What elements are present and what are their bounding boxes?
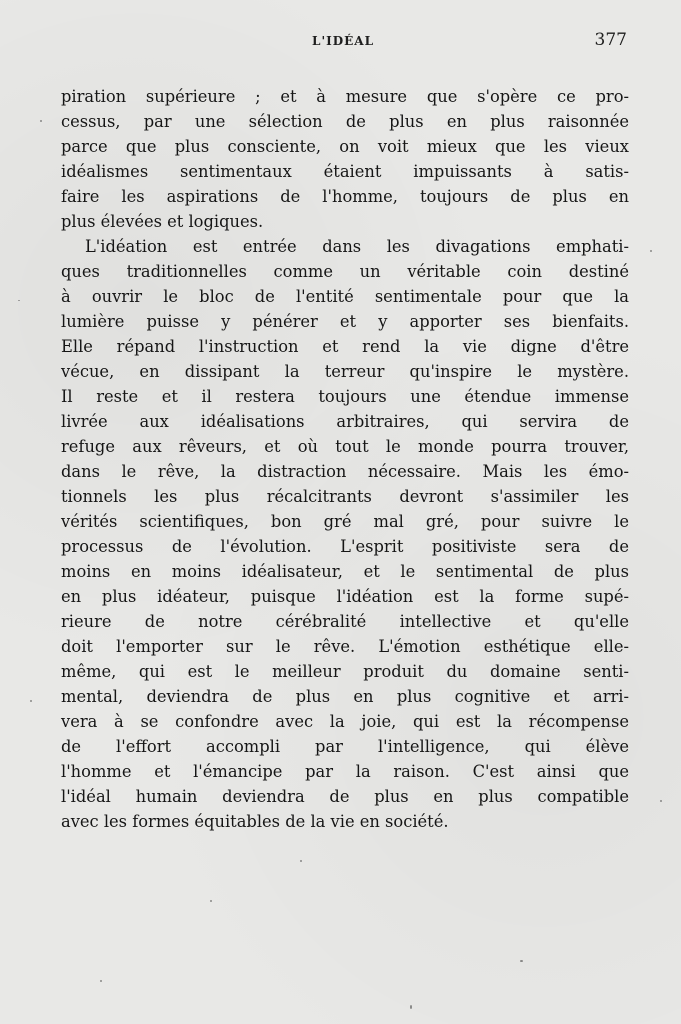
paper-speck: [520, 960, 523, 962]
paper-speck: [30, 700, 32, 702]
paper-speck: [300, 860, 302, 862]
text-line: lumière puisse y pénérer et y apporter ses bienfaits.: [61, 312, 629, 331]
running-head: L'IDÉAL: [312, 34, 375, 48]
text-line: moins en moins idéalisateur, et le sentimental de plus: [61, 562, 629, 581]
text-line: de l'effort accompli par l'intelligence, qui élève: [61, 737, 629, 756]
text-line: Il reste et il restera toujours une étendue immense: [61, 387, 629, 406]
text-line: même, qui est le meilleur produit du domaine senti-: [61, 662, 629, 681]
text-line: dans le rêve, la distraction nécessaire. Mais les émo-: [61, 462, 629, 481]
text-line: mental, deviendra de plus en plus cognitive et arri-: [61, 687, 629, 706]
text-line: processus de l'évolution. L'esprit positiviste sera de: [61, 537, 629, 556]
text-line: plus élevées et logiques.: [61, 212, 264, 231]
paper-speck: [18, 300, 20, 301]
body-text: [61, 84, 629, 834]
text-line: Elle répand l'instruction et rend la vie digne d'être: [61, 337, 629, 356]
text-line: livrée aux idéalisations arbitraires, qui servira de: [61, 412, 629, 431]
paper-speck: [410, 1005, 412, 1009]
text-line: idéalismes sentimentaux étaient impuissants à satis-: [61, 162, 629, 181]
text-line: refuge aux rêveurs, et où tout le monde pourra trouver,: [61, 437, 629, 456]
paper-speck: [210, 900, 212, 902]
paper-speck: [660, 800, 662, 802]
paper-speck: [650, 250, 652, 252]
paper-speck: [40, 120, 42, 122]
text-line: tionnels les plus récalcitrants devront s'assimiler les: [61, 487, 629, 506]
page-number: 377: [594, 30, 627, 50]
text-line: faire les aspirations de l'homme, toujours de plus en: [61, 187, 629, 206]
text-line: rieure de notre cérébralité intellective et qu'elle: [61, 612, 629, 631]
text-line: vera à se confondre avec la joie, qui est la récompense: [61, 712, 629, 731]
text-line: l'idéal humain deviendra de plus en plus compatible: [61, 787, 629, 806]
text-line: en plus idéateur, puisque l'idéation est la forme supé-: [61, 587, 629, 606]
text-line: à ouvrir le bloc de l'entité sentimentale pour que la: [61, 287, 629, 306]
text-line: l'homme et l'émancipe par la raison. C'est ainsi que: [61, 762, 629, 781]
text-line: doit l'emporter sur le rêve. L'émotion esthétique elle-: [61, 637, 629, 656]
text-line: ques traditionnelles comme un véritable coin destiné: [61, 262, 629, 281]
text-line: vérités scientifiques, bon gré mal gré, pour suivre le: [61, 512, 629, 531]
page-header: [0, 28, 681, 52]
text-line: piration supérieure ; et à mesure que s'opère ce pro-: [61, 87, 629, 106]
text-line: cessus, par une sélection de plus en plus raisonnée: [61, 112, 629, 131]
text-line: L'idéation est entrée dans les divagations emphati-: [85, 237, 629, 256]
text-line: avec les formes équitables de la vie en société.: [61, 812, 449, 831]
text-line: vécue, en dissipant la terreur qu'inspire le mystère.: [61, 362, 629, 381]
paper-speck: [100, 980, 102, 982]
text-line: parce que plus consciente, on voit mieux que les vieux: [61, 137, 629, 156]
